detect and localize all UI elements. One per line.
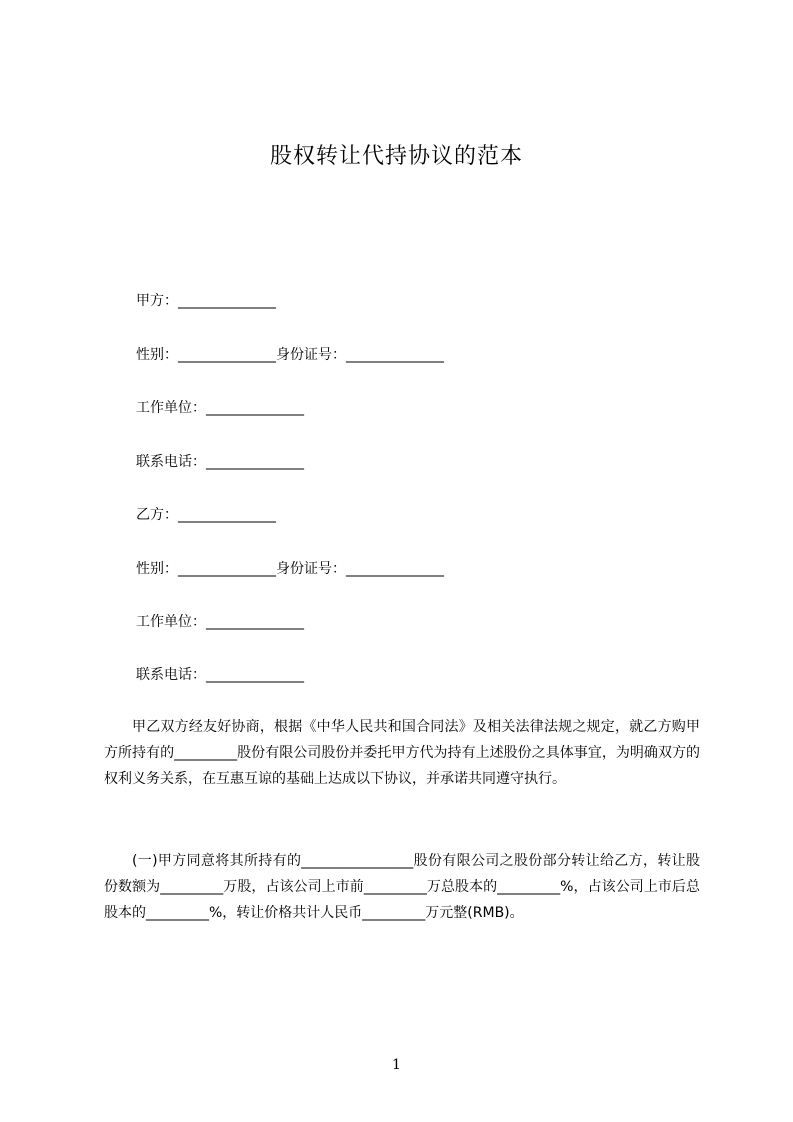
party-a-phone-field: 联系电话：______________	[136, 454, 304, 470]
party-b-gender-id-field: 性别：______________身份证号：______________	[136, 561, 444, 577]
party-a-gender-id-field: 性别：______________身份证号：______________	[136, 347, 444, 363]
page-number: 1	[392, 1057, 401, 1073]
party-b-workplace-field: 工作单位：______________	[136, 614, 304, 630]
clause-one-paragraph: (一)甲方同意将其所持有的________________股份有限公司之股份部分转让给乙方，转让股份数额为_________万股，占该公司上市前_________万总股本的_________%，占该公司上市后总股本的_________%，转让价格共计人民币_________万元整(RMB)。	[104, 853, 700, 921]
party-b-name-field: 乙方：______________	[136, 507, 276, 523]
agreement-preamble-paragraph: 甲乙双方经友好协商，根据《中华人民共和国合同法》及相关法律法规之规定，就乙方购甲方所持有的_________股份有限公司股份并委托甲方代为持有上述股份之具体事宜，为明确双方的权利义务关系，在互惠互谅的基础上达成以下协议，并承诺共同遵守执行。	[104, 719, 700, 787]
document-title: 股权转让代持协议的范本	[269, 144, 523, 169]
party-a-workplace-field: 工作单位：______________	[136, 400, 304, 416]
party-a-name-field: 甲方：______________	[136, 293, 276, 309]
party-b-phone-field: 联系电话：______________	[136, 667, 304, 683]
